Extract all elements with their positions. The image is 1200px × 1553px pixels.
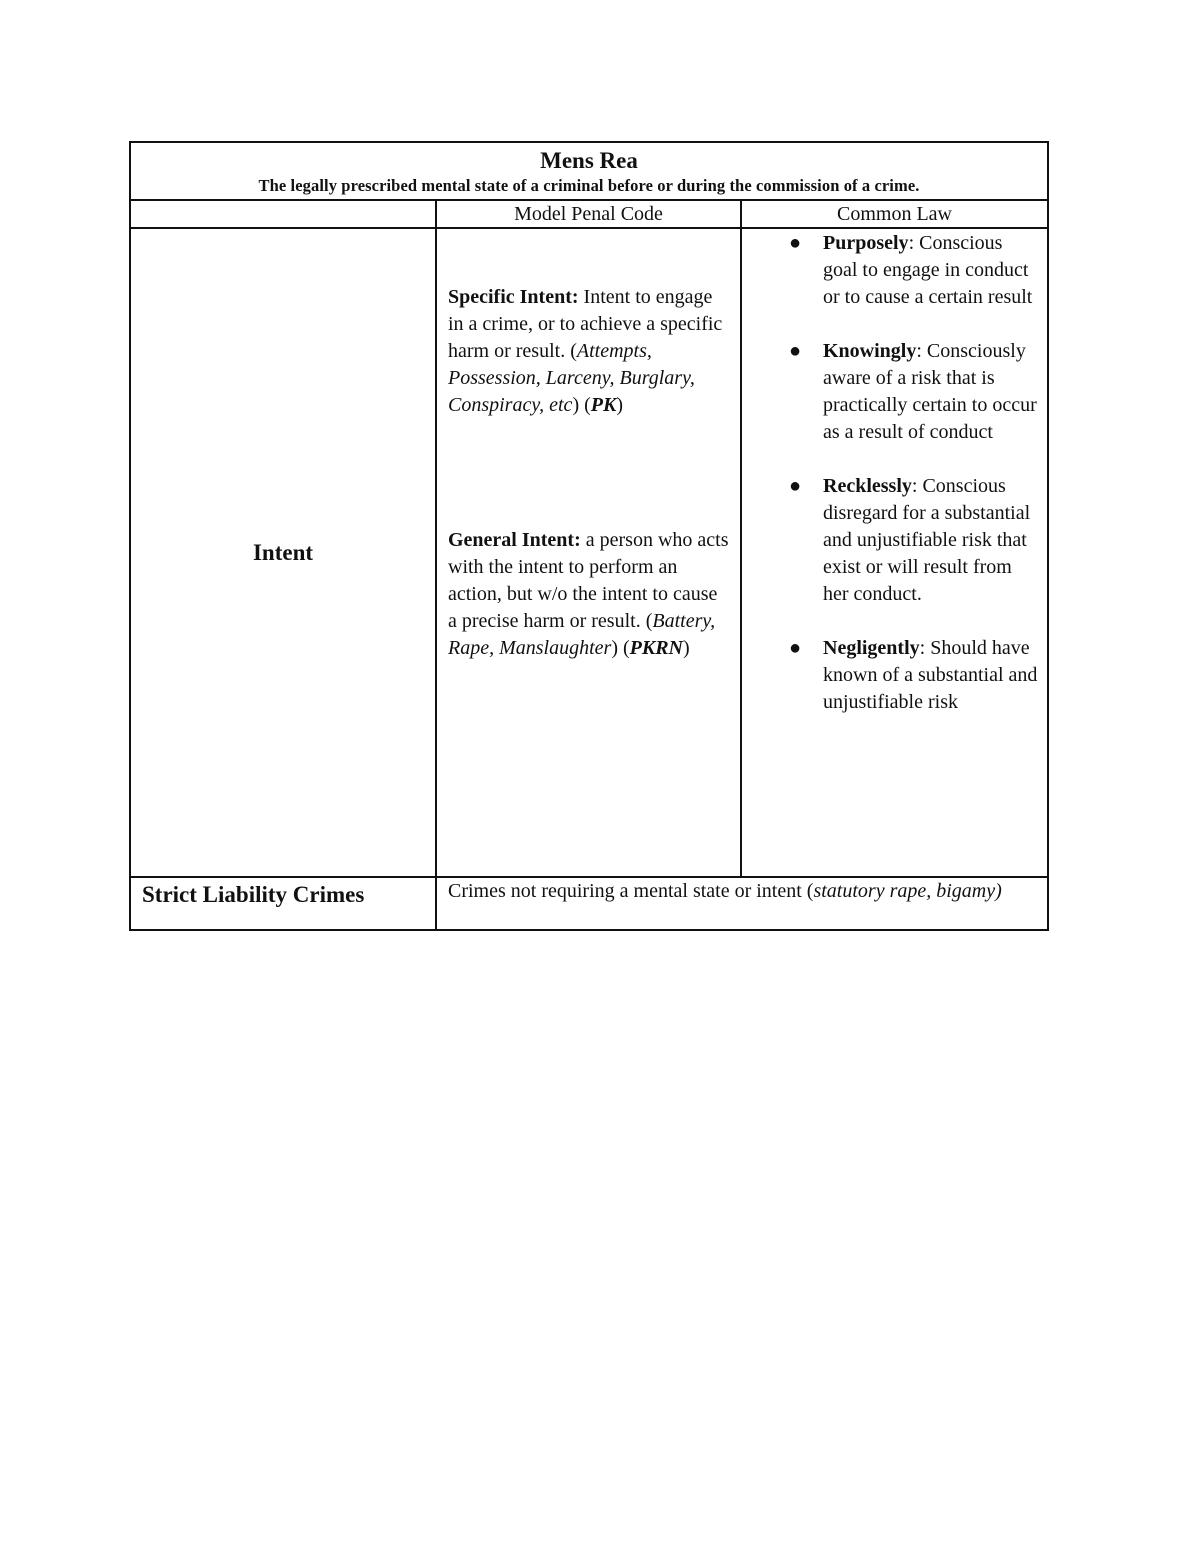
general-intent-examples: Battery, Rape, Manslaughter bbox=[448, 610, 716, 659]
header-model-penal-code: Model Penal Code bbox=[436, 200, 741, 228]
general-intent-term: General Intent: bbox=[448, 529, 581, 551]
purposely-term: Purposely bbox=[823, 232, 909, 254]
specific-intent-definition: Intent to engage in a crime, or to achieve a specific harm or result. ( bbox=[448, 286, 723, 362]
specific-intent-code: PK bbox=[590, 394, 617, 416]
knowingly-definition: : Consciously aware of a risk that is practically certain to occur as a result of conduct bbox=[823, 340, 1037, 443]
strict-liability-definition: Crimes not requiring a mental state or intent ( bbox=[448, 880, 814, 902]
model-penal-code-cell bbox=[436, 228, 741, 877]
general-intent-mid: ) ( bbox=[611, 637, 630, 659]
recklessly-definition: : Conscious disregard for a substantial and unjustifiable risk that exist or will result from her conduct. bbox=[823, 475, 1031, 605]
strict-liability-label: Strict Liability Crimes bbox=[130, 877, 436, 930]
common-law-list bbox=[742, 230, 1039, 716]
bullet-icon: ● bbox=[789, 637, 802, 659]
specific-intent-end: ) bbox=[616, 394, 623, 416]
header-common-law: Common Law bbox=[741, 200, 1048, 228]
general-intent-block bbox=[448, 527, 730, 662]
general-intent-code: PKRN bbox=[629, 637, 683, 659]
recklessly-term: Recklessly bbox=[823, 475, 912, 497]
list-item bbox=[742, 338, 1039, 446]
bullet-icon: ● bbox=[789, 340, 802, 362]
bullet-icon: ● bbox=[789, 475, 802, 497]
negligently-term: Negligently bbox=[823, 637, 920, 659]
mens-rea-table bbox=[129, 141, 1049, 931]
general-intent-end: ) bbox=[682, 637, 690, 659]
list-item bbox=[742, 473, 1039, 608]
table-title: Mens Rea bbox=[540, 148, 638, 173]
list-item bbox=[742, 230, 1039, 311]
table-title-cell bbox=[130, 142, 1048, 200]
specific-intent-mid: ) ( bbox=[572, 394, 591, 416]
specific-intent-term: Specific Intent: bbox=[448, 286, 579, 308]
specific-intent-examples: Attempts, Possession, Larceny, Burglary, Conspiracy, etc bbox=[448, 340, 695, 416]
list-item bbox=[742, 635, 1039, 716]
strict-liability-examples: statutory rape, bigamy) bbox=[813, 880, 1002, 902]
header-empty-cell bbox=[130, 200, 436, 228]
bullet-icon: ● bbox=[789, 232, 802, 254]
common-law-cell bbox=[741, 228, 1048, 877]
specific-intent-block bbox=[448, 284, 730, 419]
negligently-definition: : Should have known of a substantial and unjustifiable risk bbox=[823, 637, 1038, 713]
intent-label: Intent bbox=[130, 228, 436, 877]
purposely-definition: : Conscious goal to engage in conduct or to cause a certain result bbox=[823, 232, 1033, 308]
knowingly-term: Knowingly bbox=[823, 340, 917, 362]
table-subtitle: The legally prescribed mental state of a criminal before or during the commission of a crime. bbox=[258, 176, 920, 195]
general-intent-definition: a person who acts with the intent to perform an action, but w/o the intent to cause a precise harm or result. ( bbox=[448, 529, 729, 632]
strict-liability-cell bbox=[436, 877, 1048, 930]
